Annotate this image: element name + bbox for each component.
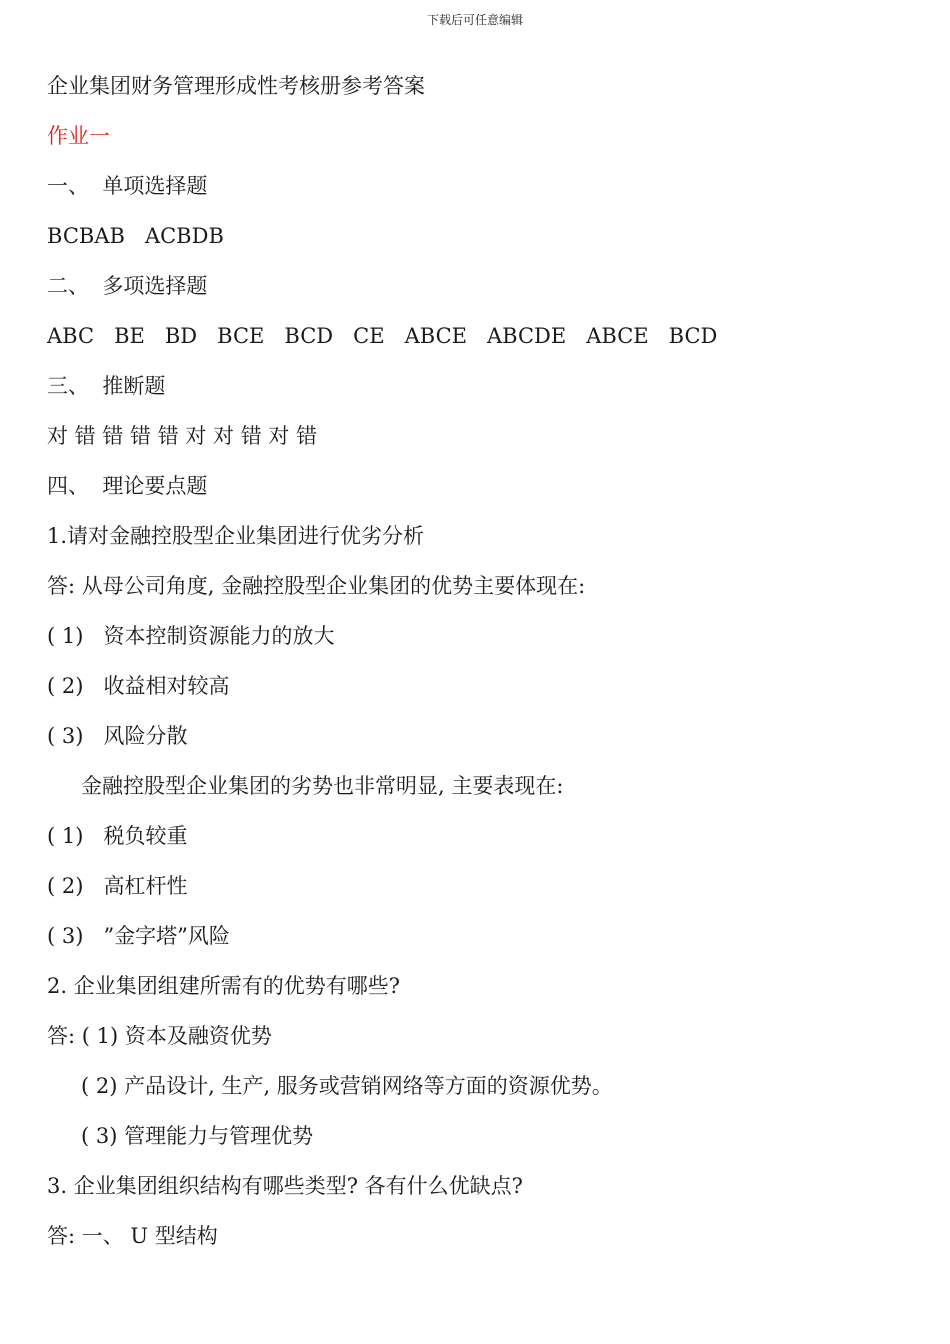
- q3-answer-1: 答: 一、 U 型结构: [47, 1224, 218, 1248]
- q1-advantage-3: ( 3) 风险分散: [47, 724, 188, 748]
- section-judgement-heading: 三、 推断题: [47, 374, 166, 398]
- q1-disadvantage-2: ( 2) 高杠杆性: [47, 874, 188, 898]
- q1-disadvantage-3: ( 3) ”金字塔”风险: [47, 924, 230, 948]
- q2-answer-2: ( 2) 产品设计, 生产, 服务或营销网络等方面的资源优势。: [81, 1074, 613, 1098]
- q2-answer-3: ( 3) 管理能力与管理优势: [81, 1124, 314, 1148]
- question-3: 3. 企业集团组织结构有哪些类型? 各有什么优缺点?: [47, 1174, 523, 1198]
- multiple-choice-answers: ABC BE BD BCE BCD CE ABCE ABCDE ABCE BCD: [47, 324, 718, 348]
- judgement-answers: 对 错 错 错 错 对 对 错 对 错: [47, 424, 318, 448]
- q2-answer-1: 答: ( 1) 资本及融资优势: [47, 1024, 272, 1048]
- q1-advantage-1: ( 1) 资本控制资源能力的放大: [47, 624, 335, 648]
- q1-advantage-2: ( 2) 收益相对较高: [47, 674, 230, 698]
- document-title: 企业集团财务管理形成性考核册参考答案: [47, 74, 425, 98]
- section-multiple-choice-heading: 二、 多项选择题: [47, 274, 208, 298]
- page-header: 下载后可任意编辑: [426, 13, 523, 27]
- q1-answer-intro: 答: 从母公司角度, 金融控股型企业集团的优势主要体现在:: [47, 574, 586, 598]
- single-choice-answers: BCBAB ACBDB: [47, 224, 224, 248]
- q1-disadvantage-1: ( 1) 税负较重: [47, 824, 188, 848]
- section-single-choice-heading: 一、 单项选择题: [47, 174, 208, 198]
- section-theory-heading: 四、 理论要点题: [47, 474, 208, 498]
- question-1: 1.请对金融控股型企业集团进行优劣分析: [47, 524, 425, 548]
- question-2: 2. 企业集团组建所需有的优势有哪些?: [47, 974, 400, 998]
- homework-title: 作业一: [47, 124, 110, 148]
- q1-disadvantage-intro: 金融控股型企业集团的劣势也非常明显, 主要表现在:: [81, 774, 564, 798]
